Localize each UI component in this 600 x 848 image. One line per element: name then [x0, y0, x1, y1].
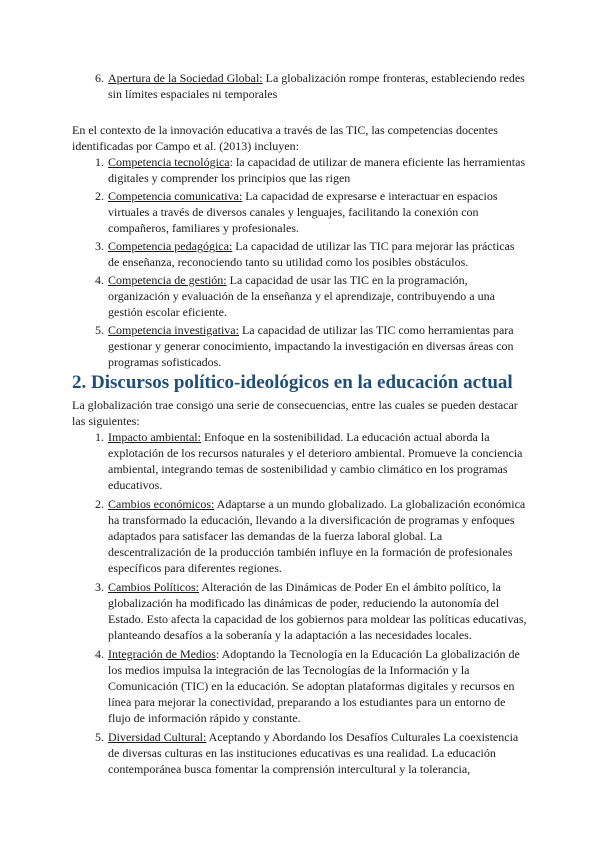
item-title: Cambios Políticos:: [108, 580, 200, 594]
item-number: 4.: [95, 273, 104, 287]
item-number: 5.: [95, 730, 104, 744]
item-text: : la capacidad de utilizar de manera eficiente las herramientas digitales y comprender los principios que las rigen: [108, 155, 526, 185]
item-number: 6.: [95, 71, 104, 85]
item-text: La capacidad de usar las TIC en la programación, organización y evaluación de la enseñanza y el aprendizaje, contribuyendo a una gestión escolar eficiente.: [108, 273, 495, 319]
item-number: 3.: [95, 580, 104, 594]
competencias-intro: En el contexto de la innovación educativa a través de las TIC, las competencias docentes identificadas por Campo et al. (2013) incluyen:: [72, 123, 498, 153]
top-list: [72, 70, 528, 102]
item-text: : Adoptando la Tecnología en la Educación La globalización de los medios impulsa la integración de las Tecnologías de la Información y la Comunicación (TIC) en la educación. Se adoptan plataformas digitales y recursos en línea para mejorar la conectividad, preparando a los estudiantes para un entorno de flujo de información rápido y constante.: [108, 647, 520, 725]
list-item: [72, 70, 528, 102]
section-heading: 2. Discursos político-ideológicos en la educación actual: [72, 372, 513, 393]
competencias-list: [72, 154, 528, 370]
list-item: [72, 579, 528, 643]
section-intro: La globalización trae consigo una serie de consecuencias, entre las cuales se pueden destacar las siguientes:: [72, 398, 518, 428]
item-text: Aceptando y Abordando los Desafíos Culturales La coexistencia de diversas culturas en las instituciones educativas es una realidad. La educación contemporánea busca fomentar la comprensión intercultural y la tolerancia,: [108, 730, 519, 776]
list-item: [72, 272, 528, 320]
item-text: Enfoque en la sostenibilidad. La educación actual aborda la explotación de los recursos naturales y el deterioro ambiental. Promueve la conciencia ambiental, integrando temas de sostenibilidad y cambio climático en los programas educativos.: [108, 430, 523, 492]
item-title: Cambios económicos:: [108, 497, 215, 511]
list-item: [72, 322, 528, 370]
list-item: [72, 496, 528, 576]
item-title: Competencia pedagógica:: [108, 239, 233, 253]
item-text: La capacidad de expresarse e interactuar en espacios virtuales a través de diversos canales y lenguajes, facilitando la conexión con compañeros, familiares y profesionales.: [108, 189, 498, 235]
list-item: [72, 646, 528, 726]
list-item: [72, 154, 528, 186]
list-item: [72, 429, 528, 493]
item-number: 2.: [95, 189, 104, 203]
item-number: 4.: [95, 647, 104, 661]
item-number: 1.: [95, 155, 104, 169]
item-title: Competencia investigativa:: [108, 323, 239, 337]
item-text: Alteración de las Dinámicas de Poder En el ámbito político, la globalización ha modificado las dinámicas de poder, reduciendo la autonomía del Estado. Esto afecta la capacidad de los gobiernos para moldear las políticas educativas, planteando desafíos a la soberanía y la adaptación a las necesidades locales.: [108, 580, 527, 642]
item-number: 5.: [95, 323, 104, 337]
item-number: 1.: [95, 430, 104, 444]
item-number: 2.: [95, 497, 104, 511]
list-item: [72, 238, 528, 270]
item-title: Apertura de la Sociedad Global:: [108, 71, 263, 85]
item-title: Diversidad Cultural:: [108, 730, 207, 744]
list-item: [72, 729, 528, 777]
item-title: Competencia de gestión:: [108, 273, 227, 287]
item-text: La capacidad de utilizar las TIC para mejorar las prácticas de enseñanza, reconociendo tanto su utilidad como los posibles obstáculos.: [108, 239, 515, 269]
item-text: La globalización rompe fronteras, estableciendo redes sin límites espaciales ni temporales: [108, 71, 525, 101]
item-text: La capacidad de utilizar las TIC como herramientas para gestionar y generar conocimiento, impactando la investigación en diversas áreas con programas sofisticados.: [108, 323, 514, 369]
list-item: [72, 188, 528, 236]
item-title: Integración de Medios: [108, 647, 216, 661]
item-title: Competencia tecnológica: [108, 155, 230, 169]
consecuencias-list: [72, 429, 528, 777]
item-title: Competencia comunicativa:: [108, 189, 243, 203]
item-title: Impacto ambiental:: [108, 430, 201, 444]
item-number: 3.: [95, 239, 104, 253]
item-text: Adaptarse a un mundo globalizado. La globalización económica ha transformado la educación, llevando a la diversificación de programas y enfoques adaptados para satisfacer las demandas de la fuerza laboral global. La descentralización de la producción también influye en la formación de profesionales específicos para diferentes regiones.: [108, 497, 526, 575]
